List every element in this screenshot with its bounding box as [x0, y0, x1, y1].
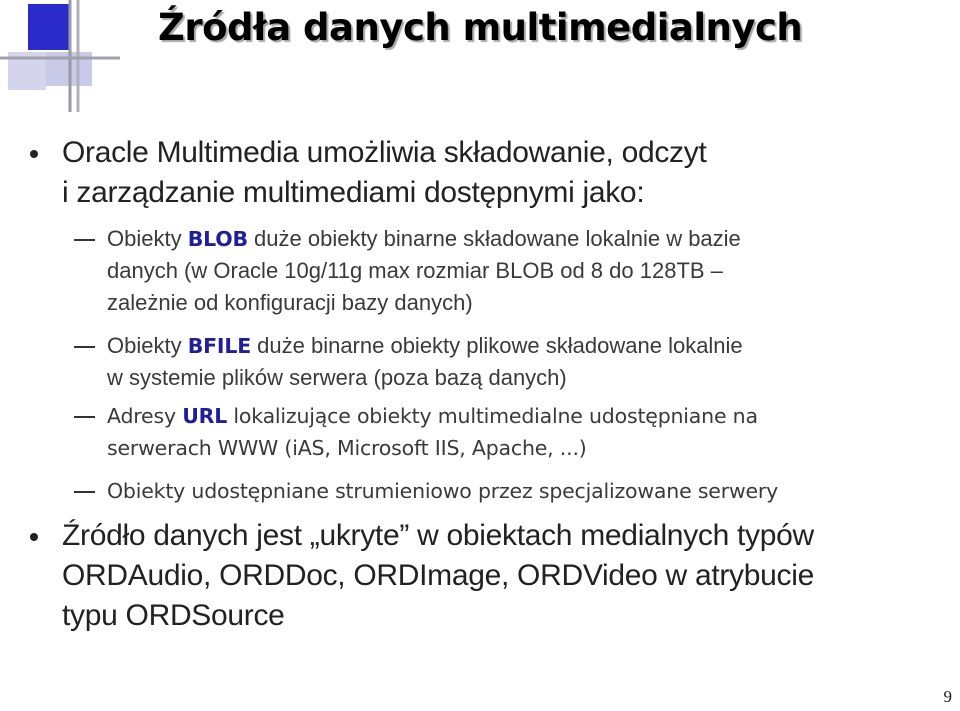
- slide-title: Źródła danych multimedialnych: [158, 6, 803, 49]
- bullet-dot-icon: [30, 150, 38, 158]
- sub-bullet-text: Obiekty udostępniane strumieniowo przez specjalizowane serwery: [107, 479, 779, 503]
- dash-icon: [74, 491, 95, 493]
- keyword-bfile: BFILE: [187, 334, 252, 358]
- keyword-blob: BLOB: [187, 227, 248, 251]
- sub-bullet-text-post: lokalizujące obiekty multimedialne udostępniane na: [227, 404, 758, 428]
- sub-bullet-text-post: duże obiekty binarne składowane lokalnie w bazie: [247, 226, 741, 251]
- sub-bullet-text-pre: Adresy: [107, 404, 183, 428]
- page-number: 9: [943, 687, 952, 706]
- decorative-squares: [0, 0, 120, 115]
- sub-bullet-text: [107, 330, 743, 362]
- bullet-text: ORDAudio, ORDDoc, ORDImage, ORDVideo w atrybucie: [62, 559, 814, 592]
- bullet-dot-icon: [30, 533, 38, 541]
- bullet-item: [62, 133, 707, 213]
- sub-bullet-text-pre: Obiekty: [107, 226, 188, 251]
- sub-bullet-text: [107, 223, 741, 255]
- sub-bullet-text: [107, 400, 758, 432]
- bullet-item: [62, 516, 814, 636]
- sub-bullet-text: zależnie od konfiguracji bazy danych): [107, 290, 473, 315]
- bullet-text: i zarządzanie multimediami dostępnymi jako:: [62, 176, 645, 209]
- sub-bullet-item: [107, 223, 741, 319]
- bullet-text: typu ORDSource: [62, 599, 285, 632]
- bullet-text: Oracle Multimedia umożliwia składowanie, odczyt: [62, 136, 707, 169]
- sub-bullet-text-pre: Obiekty: [107, 333, 188, 358]
- bullet-text: Źródło danych jest „ukryte” w obiektach medialnych typów: [62, 519, 814, 552]
- sub-bullet-text: danych (w Oracle 10g/11g max rozmiar BLOB od 8 do 128TB –: [107, 258, 723, 283]
- keyword-url: URL: [182, 404, 228, 428]
- sub-bullet-text: w systemie plików serwera (poza bazą danych): [107, 365, 567, 390]
- dash-icon: [74, 416, 95, 418]
- sub-bullet-item: [107, 330, 743, 394]
- dash-icon: [74, 239, 95, 241]
- sub-bullet-item: [107, 400, 758, 464]
- sub-bullet-item: [107, 475, 778, 507]
- sub-bullet-text: serwerach WWW (iAS, Microsoft IIS, Apache, ...): [107, 436, 587, 460]
- dash-icon: [74, 346, 95, 348]
- sub-bullet-text-post: duże binarne obiekty plikowe składowane lokalnie: [251, 333, 743, 358]
